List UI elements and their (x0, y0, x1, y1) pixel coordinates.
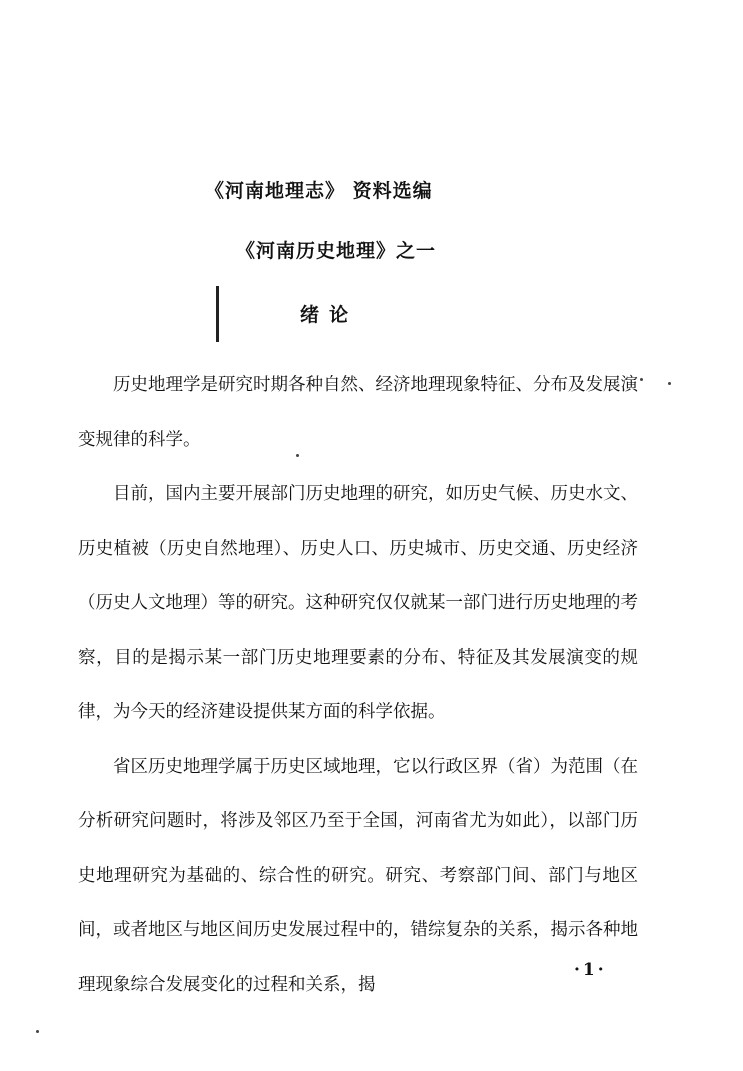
scan-speck (36, 1030, 39, 1033)
scan-speck (668, 382, 671, 385)
chapter-title: 绪论 (300, 304, 359, 326)
scan-speck (640, 378, 643, 381)
series-title: 《河南地理志》 资料选编 (205, 180, 433, 202)
paragraph: 历史地理学是研究时期各种自然、经济地理现象特征、分布及发展演变规律的科学。 (78, 375, 638, 450)
document-subtitle: 《河南历史地理》之一 (236, 240, 437, 262)
paragraph: 省区历史地理学属于历史区域地理，它以行政区界（省）为范围（在分析研究问题时，将涉及邻区乃至于全国，河南省尤为如此），以部门历史地理研究为基础的、综合性的研究。研究、考察部门间、部门与地区间，或者地区与地区间历史发展过程中的，错综复杂的关系，揭示各种地理现象综合发展变化的过程和关系，揭 (78, 756, 638, 995)
scan-speck (296, 454, 299, 457)
margin-mark (216, 286, 219, 342)
paragraph: 目前，国内主要开展部门历史地理的研究，如历史气候、历史水文、历史植被（历史自然地理）、历史人口、历史城市、历史交通、历史经济（历史人文地理）等的研究。这种研究仅仅就某一部门进行历史地理的考察，目的是揭示某一部门历史地理要素的分布、特征及其发展演变的规律，为今天的经济建设提供某方面的科学依据。 (78, 484, 638, 722)
page-number: ·1· (574, 960, 607, 980)
body-text (78, 358, 638, 1012)
